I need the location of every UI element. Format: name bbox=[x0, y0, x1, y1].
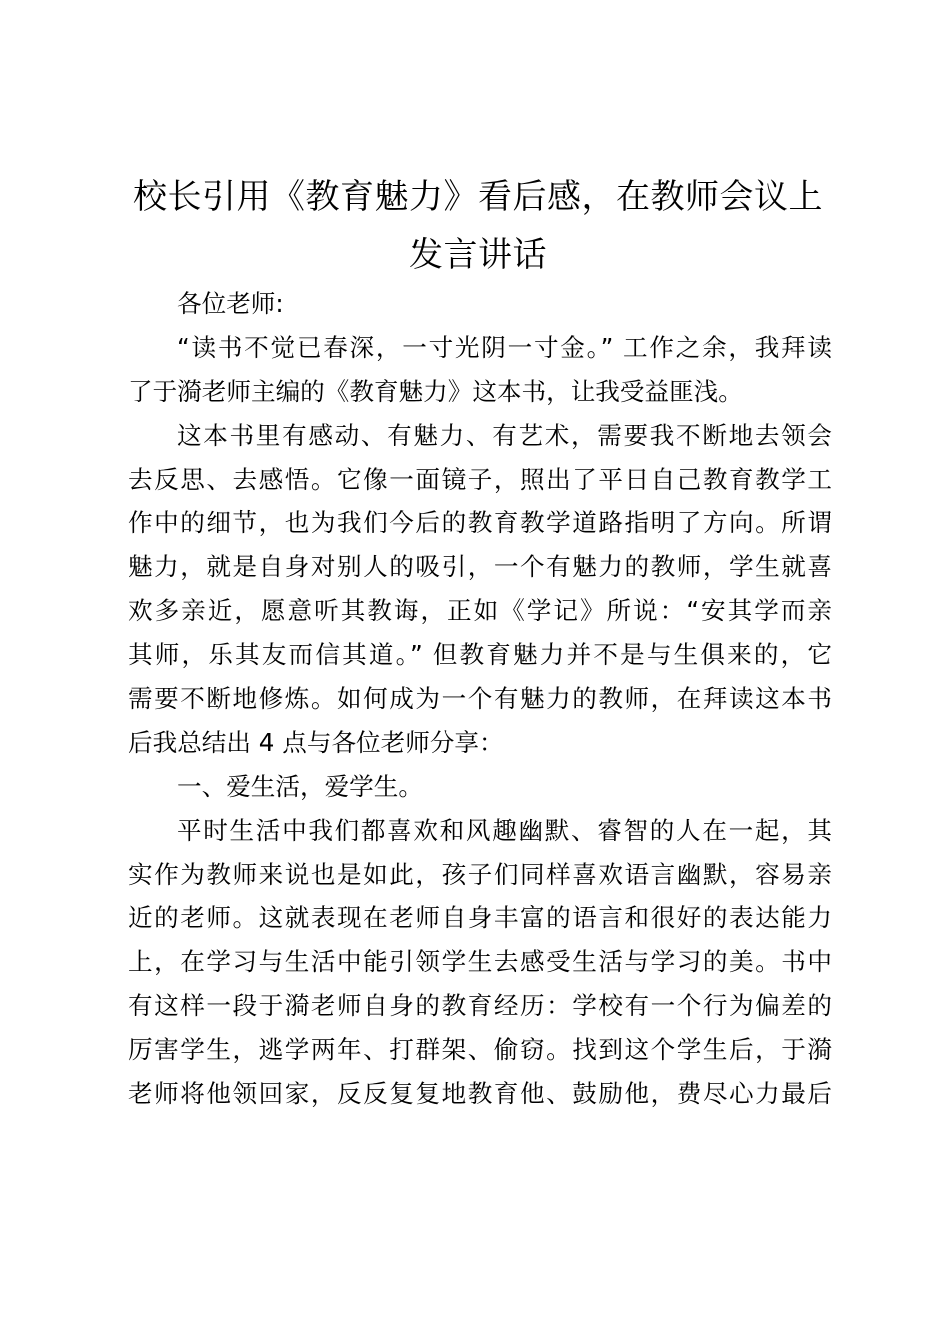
text-line: 去反思、去感悟。它像一面镜子，照出了平日自己教育教学工 bbox=[128, 464, 832, 494]
text-line: 有这样一段于漪老师自身的教育经历：学校有一个行为偏差的 bbox=[128, 991, 832, 1021]
salutation: 各位老师: bbox=[177, 289, 284, 318]
text-line: 了于漪老师主编的《教育魅力》这本书，让我受益匪浅。 bbox=[128, 376, 743, 406]
text-line: 魅力，就是自身对别人的吸引，一个有魅力的教师，学生就喜 bbox=[128, 552, 832, 582]
text-line: 老师将他领回家，反反复复地教育他、鼓励他，费尽心力最后 bbox=[128, 1079, 832, 1109]
document-body bbox=[128, 282, 832, 1116]
text-line: 作中的细节，也为我们今后的教育教学道路指明了方向。所谓 bbox=[128, 508, 832, 538]
title-line-1: 校长引用《教育魅力》看后感，在教师会议上 bbox=[133, 177, 823, 217]
text-line: 平时生活中我们都喜欢和风趣幽默、睿智的人在一起，其 bbox=[177, 815, 832, 845]
text-line: 需要不断地修炼。如何成为一个有魅力的教师，在拜读这本书 bbox=[128, 684, 832, 714]
section-heading: 一、爱生活，爱学生。 bbox=[177, 771, 423, 801]
text-line: 欢多亲近，愿意听其教诲，正如《学记》所说：“安其学而亲 bbox=[128, 596, 832, 626]
title-line-2: 发言讲话 bbox=[409, 235, 547, 275]
text-line: 实作为教师来说也是如此，孩子们同样喜欢语言幽默，容易亲 bbox=[128, 859, 832, 889]
text-line: 这本书里有感动、有魅力、有艺术，需要我不断地去领会 bbox=[177, 420, 832, 450]
text-line: 近的老师。这就表现在老师自身丰富的语言和很好的表达能力 bbox=[128, 903, 832, 933]
text-line: 厉害学生，逃学两年、打群架、偷窃。找到这个学生后，于漪 bbox=[128, 1035, 832, 1065]
document-title bbox=[120, 168, 836, 284]
text-line: 其师，乐其友而信其道。” 但教育魅力并不是与生俱来的，它 bbox=[128, 640, 832, 670]
text-line: 后我总结出 4 点与各位老师分享： bbox=[128, 727, 504, 757]
text-line: 上，在学习与生活中能引领学生去感受生活与学习的美。书中 bbox=[128, 947, 832, 977]
text-line: “读书不觉已春深，一寸光阴一寸金。” 工作之余，我拜读 bbox=[177, 332, 832, 362]
